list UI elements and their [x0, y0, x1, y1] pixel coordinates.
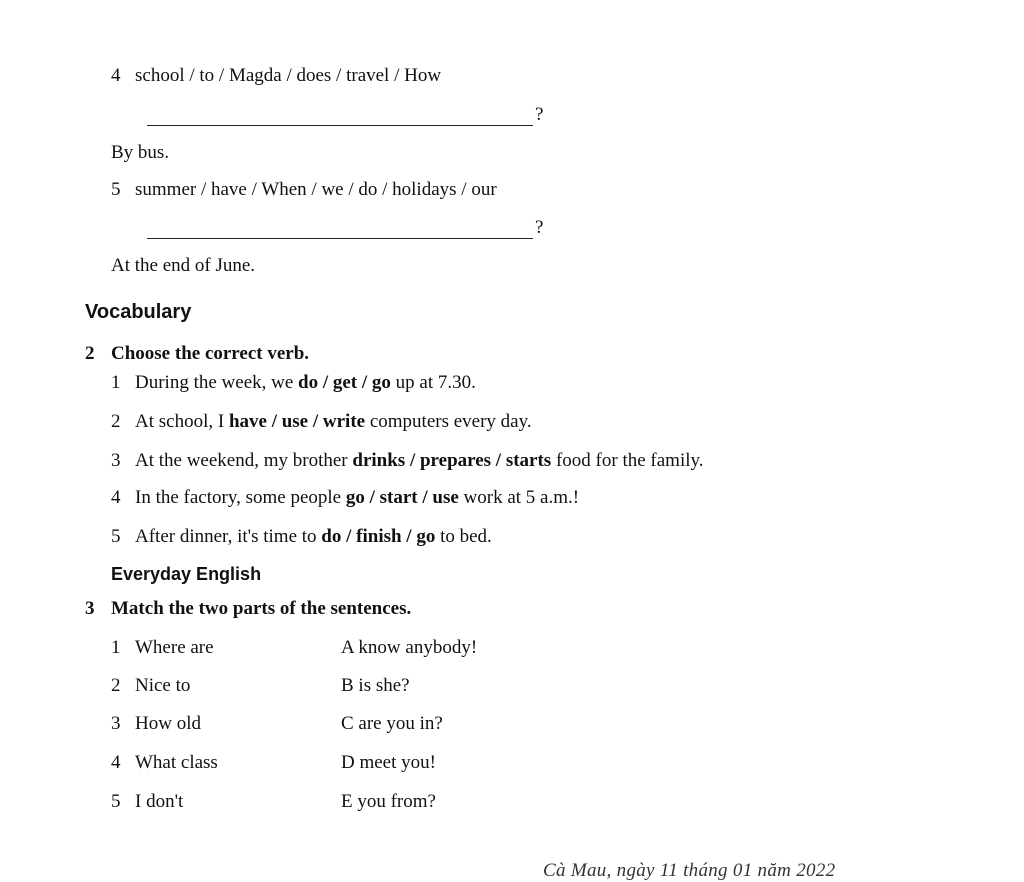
match-row [111, 637, 214, 659]
answer-line-4[interactable] [147, 104, 543, 126]
vocab-item [111, 372, 476, 394]
question-number: 4 [111, 65, 121, 86]
verb-options[interactable]: go / start / use [345, 487, 459, 508]
question-mark: ? [535, 104, 544, 125]
answer-text-5: At the end of June. [111, 255, 256, 276]
verb-options[interactable]: drinks / prepares / starts [352, 450, 552, 471]
verb-options[interactable]: do / get / go [298, 372, 391, 393]
item-text: to bed. [435, 526, 492, 547]
task-instruction: Choose the correct verb. [111, 343, 310, 364]
item-text: computers every day. [365, 411, 532, 432]
sentence-start[interactable]: Where are [135, 637, 214, 658]
item-number: 1 [111, 637, 121, 658]
item-text: During the week, we [135, 372, 299, 393]
sentence-start[interactable]: I don't [135, 791, 184, 812]
item-text: After dinner, it's time to [135, 526, 322, 547]
item-text: work at 5 a.m.! [458, 487, 580, 508]
answer-blank[interactable] [147, 107, 533, 126]
task-title-2 [85, 343, 309, 365]
scrambled-words: summer / have / When / we / do / holidays / our [135, 179, 497, 200]
section-heading-vocabulary: Vocabulary [85, 301, 192, 323]
verb-options[interactable]: do / finish / go [321, 526, 436, 547]
sentence-start[interactable]: How old [135, 713, 201, 734]
sentence-end[interactable]: D meet you! [341, 752, 436, 773]
item-number: 4 [111, 487, 121, 508]
item-number: 5 [111, 526, 121, 547]
match-row [111, 675, 190, 697]
item-number: 1 [111, 372, 121, 393]
question-number: 5 [111, 179, 121, 200]
reorder-question-4 [111, 65, 441, 87]
sentence-start[interactable]: What class [135, 752, 218, 773]
item-text: At school, I [135, 411, 229, 432]
sentence-end[interactable]: A know anybody! [341, 637, 478, 658]
task-instruction: Match the two parts of the sentences. [111, 598, 412, 619]
item-number: 3 [111, 713, 121, 734]
scrambled-words: school / to / Magda / does / travel / How [135, 65, 442, 86]
vocab-item [111, 487, 579, 509]
match-row [111, 713, 201, 735]
item-number: 2 [111, 411, 121, 432]
vocab-item [111, 411, 532, 433]
sentence-end[interactable]: B is she? [341, 675, 410, 696]
footer-date-line: Cà Mau, ngày 11 tháng 01 năm 2022 [543, 860, 836, 881]
item-text: In the factory, some people [135, 487, 346, 508]
sentence-end[interactable]: C are you in? [341, 713, 443, 734]
task-number: 3 [85, 598, 95, 619]
item-text: up at 7.30. [390, 372, 476, 393]
sentence-start[interactable]: Nice to [135, 675, 191, 696]
match-row [111, 791, 183, 813]
task-title-3 [85, 598, 411, 620]
vocab-item [111, 526, 492, 548]
vocab-item [111, 450, 704, 472]
sentence-end[interactable]: E you from? [341, 791, 436, 812]
match-row [111, 752, 218, 774]
item-text: At the weekend, my brother [135, 450, 353, 471]
item-number: 5 [111, 791, 121, 812]
item-text: food for the family. [551, 450, 704, 471]
answer-line-5[interactable] [147, 217, 543, 239]
question-mark: ? [535, 217, 544, 238]
answer-text-4: By bus. [111, 142, 170, 163]
item-number: 2 [111, 675, 121, 696]
task-number: 2 [85, 343, 95, 364]
reorder-question-5 [111, 179, 497, 201]
item-number: 4 [111, 752, 121, 773]
verb-options[interactable]: have / use / write [228, 411, 366, 432]
answer-blank[interactable] [147, 220, 533, 239]
item-number: 3 [111, 450, 121, 471]
section-heading-everyday-english: Everyday English [111, 564, 262, 584]
